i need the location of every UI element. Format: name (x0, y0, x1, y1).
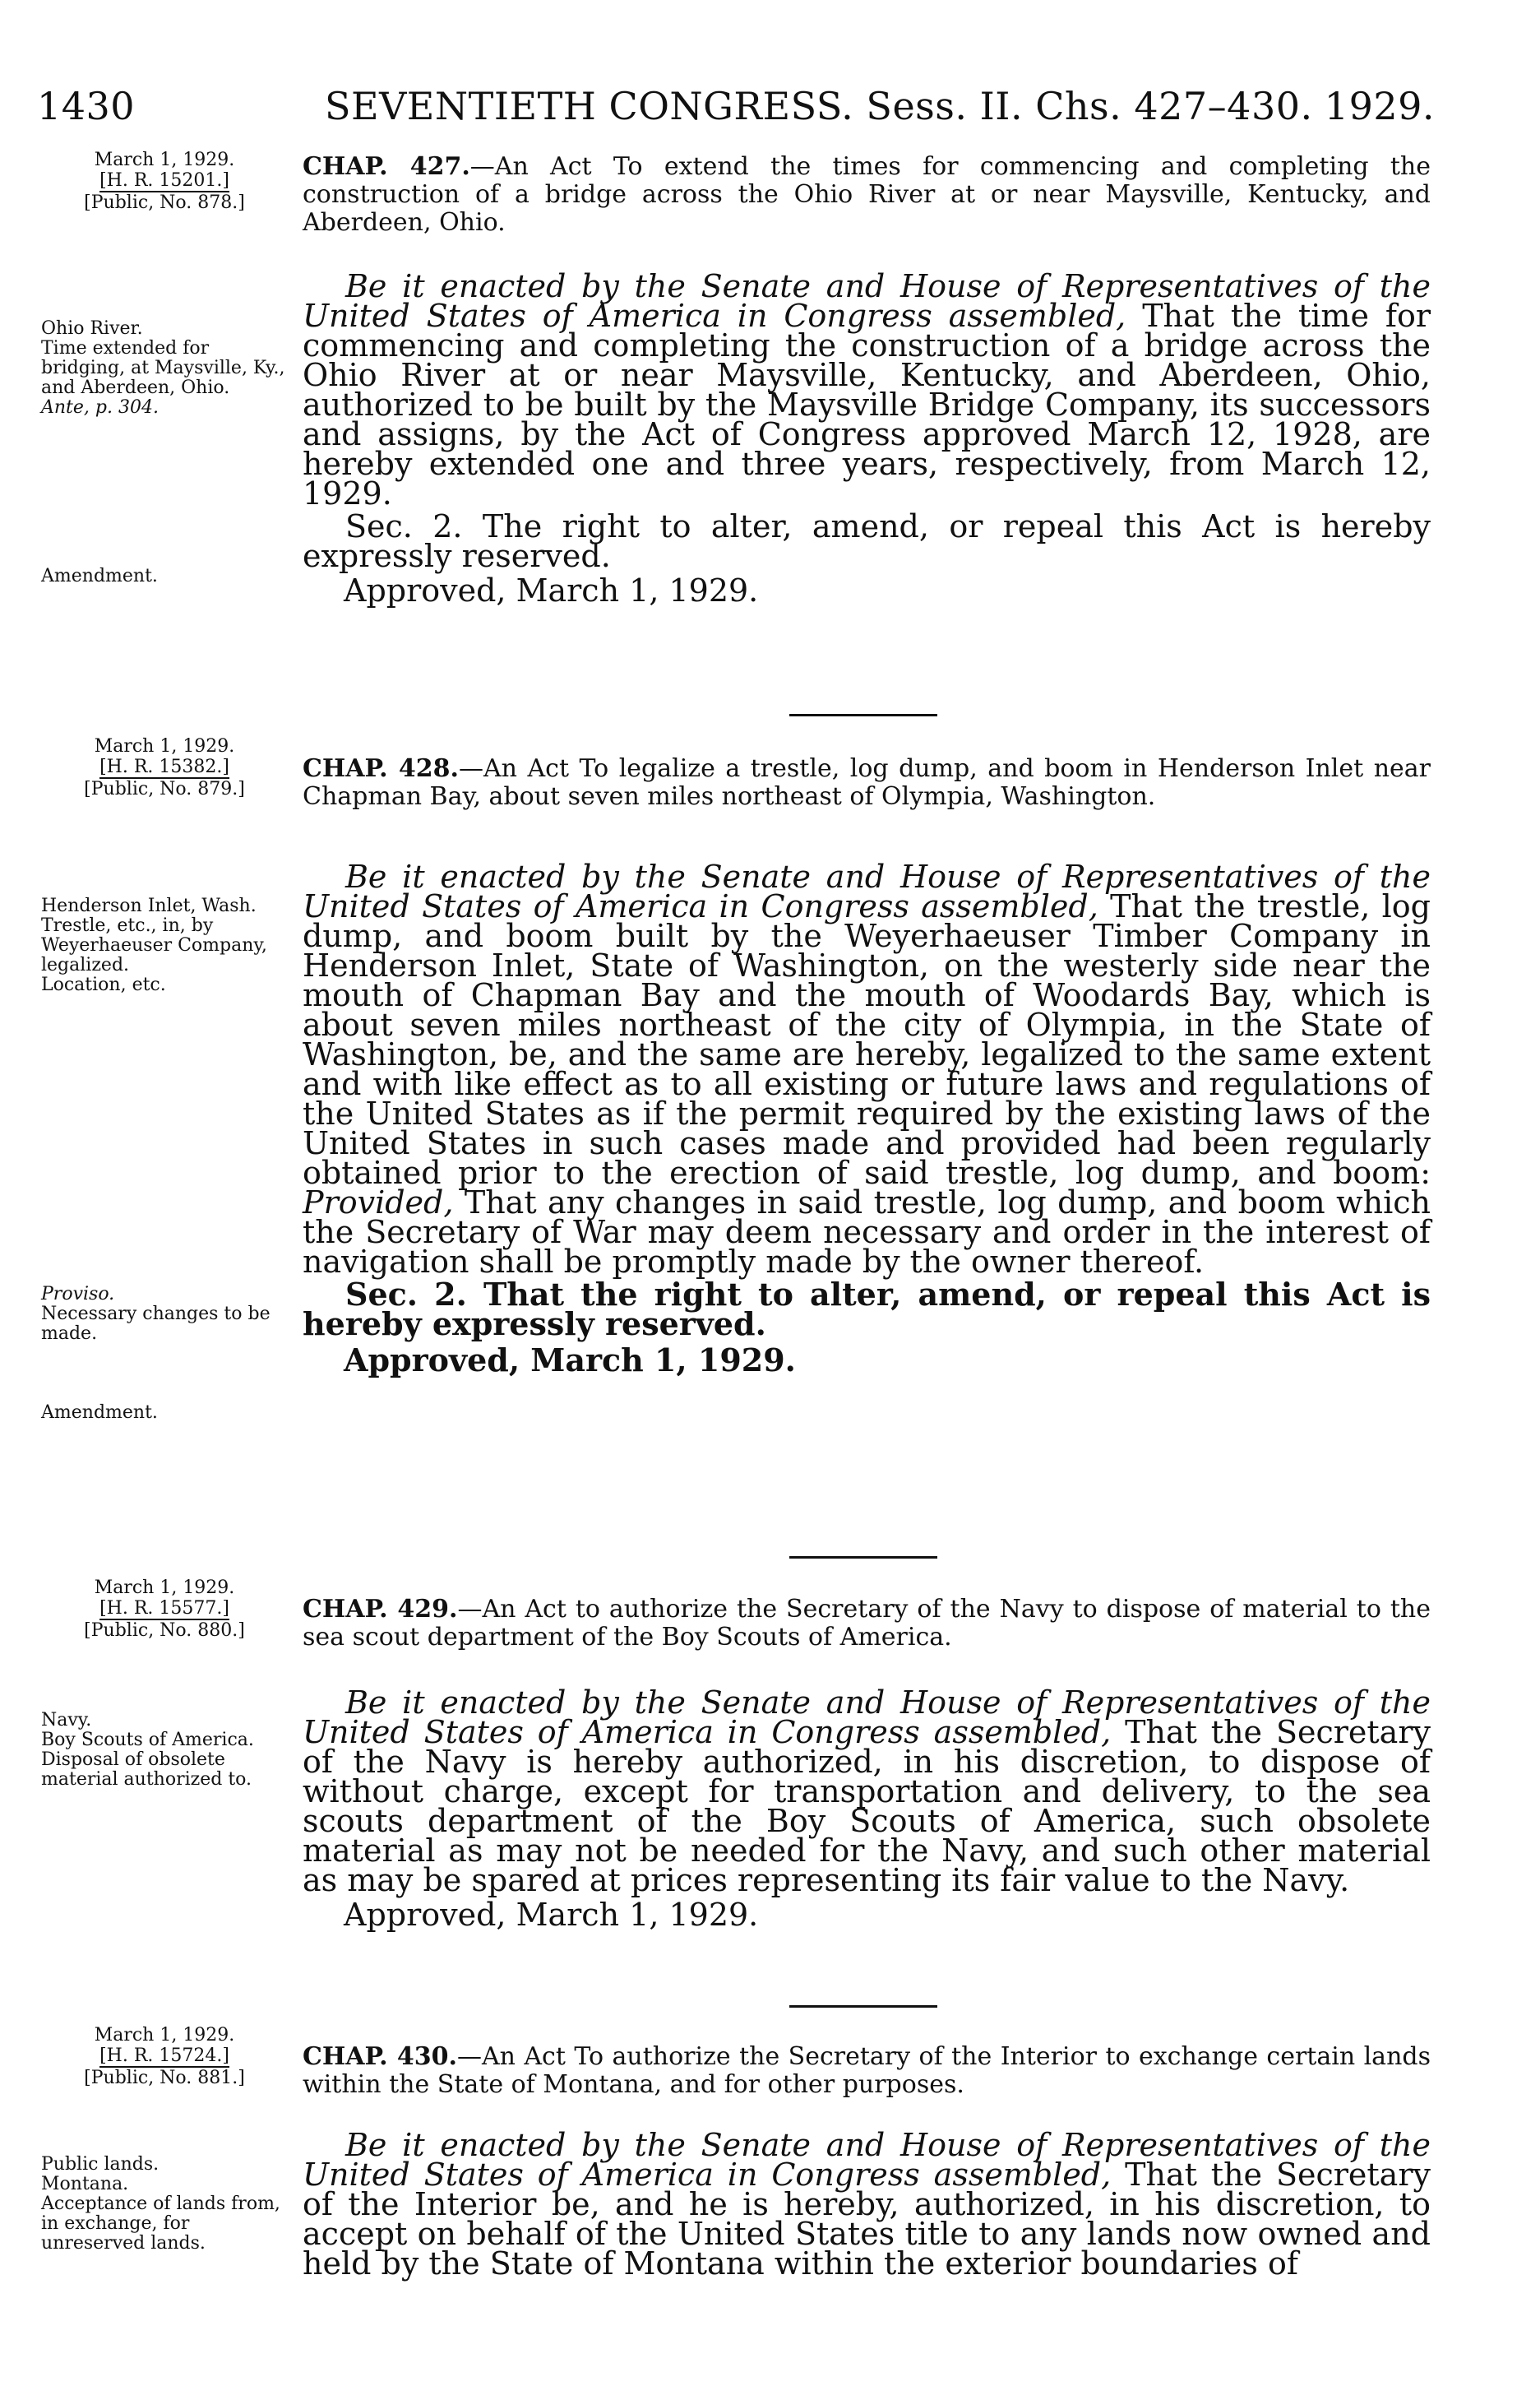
chap-427-title-text: —An Act To extend the times for commencing and completing the construction of a bridge across the Ohio River at or near Maysville, Kentucky, and Aberdeen, Ohio. (303, 152, 1431, 237)
chap-429-public-law: [Public, No. 880.] (84, 1620, 245, 1641)
chap-429-note-disposal: Disposal of obsolete material authorized to. (41, 1749, 252, 1790)
chap-427-bill: [H. R. 15201.] (99, 170, 229, 191)
chap-429-side-notes (41, 1711, 288, 1790)
chap-430-note-acceptance: Acceptance of lands from, in exchange, for unreserved lands. (41, 2194, 280, 2254)
chap-427-note-ohio-river: Ohio River. (41, 318, 143, 339)
chap-428-note-proviso: Proviso. (41, 1284, 115, 1304)
chap-430-body (303, 2127, 1431, 2282)
chap-430-side-notes (41, 2155, 288, 2254)
page-number: 1430 (37, 84, 136, 128)
chap-429-date: March 1, 1929. (94, 1578, 235, 1598)
chapter-divider (789, 1556, 937, 1559)
chap-429-enacting-clause: Be it enacted by the Senate and House of Representatives of the United States of America in Congress assembled, (303, 1684, 1431, 1750)
chap-427-approved: Approved, March 1, 1929. (344, 572, 759, 609)
chap-428-note-location: Location, etc. (41, 975, 166, 995)
chap-430-enacting-paragraph (303, 2127, 1431, 2282)
running-title: SEVENTIETH CONGRESS. Sess. II. Chs. 427–430. (325, 84, 1313, 128)
chap-427-enacting-paragraph (303, 268, 1431, 512)
chap-427-label: CHAP. 427. (303, 152, 470, 181)
chap-428-section-1: That the trestle, log dump, and boom built by the Weyerhaeuser Timber Company in Henderson Inlet, State of Washington, on the westerly side near the mouth of Chapman Bay and the mouth of Woodards Bay, which is about seven miles northeast of the city of Olympia, in the State of Washington, be, and the same are hereby, legalized to the same extent and with like effect as to all existing or future laws and regulations of the United States as if the permit required by the existing laws of the United States in such cases made and provided had been regularly obtained prior to the erection of said trestle, log dump, and boom: (303, 888, 1431, 1191)
chap-430-enacting-clause: Be it enacted by the Senate and House of Representatives of the United States of America in Congress assembled, (303, 2127, 1431, 2193)
chap-427-public-law: [Public, No. 878.] (84, 192, 245, 213)
chap-429-approved: Approved, March 1, 1929. (344, 1897, 759, 1933)
chap-430-note-public-lands: Public lands. (41, 2154, 160, 2175)
chap-427-note-amendment: Amendment. (41, 566, 158, 586)
chap-427-note-time-extended: Time extended for bridging, at Maysville, Ky., and Aberdeen, Ohio. (41, 338, 285, 398)
chap-428-approved: Approved, March 1, 1929. (344, 1341, 796, 1378)
chap-428-margin-citation (41, 736, 288, 799)
chap-430-margin-citation (41, 2025, 288, 2088)
chap-428-title-text: —An Act To legalize a trestle, log dump, and boom in Henderson Inlet near Chapman Bay, about seven miles northeast of Olympia, Washington. (303, 754, 1431, 811)
chap-428-proviso-text: That any changes in said trestle, log dump, and boom which the Secretary of War may deem necessary and order in the interest of navigation shall be promptly made by the owner thereof. (303, 1184, 1431, 1280)
chap-430-bill: [H. R. 15724.] (99, 2045, 229, 2066)
chap-429-title (303, 1596, 1431, 1652)
chap-427-enacting-clause: Be it enacted by the Senate and House of Representatives of the United States of America in Congress assembled, (303, 268, 1431, 334)
chap-430-date: March 1, 1929. (94, 2025, 235, 2045)
chap-429-enacting-paragraph (303, 1684, 1431, 1898)
chap-428-note-amendment: Amendment. (41, 1402, 158, 1423)
chap-427-note-ante: Ante, p. 304. (41, 397, 159, 418)
chap-429-note-boy-scouts: Boy Scouts of America. (41, 1730, 254, 1750)
chap-428-enacting-paragraph (303, 859, 1431, 1280)
chap-428-section-2-text: Sec. 2. That the right to alter, amend, or repeal this Act is hereby expressly reserved. (303, 1276, 1431, 1342)
running-year: 1929. (1324, 84, 1435, 128)
chap-427-section-2-text: Sec. 2. The right to alter, amend, or repeal this Act is hereby expressly reserved. (303, 508, 1431, 574)
chap-429-note-navy: Navy. (41, 1710, 92, 1730)
chap-427-amendment-note (41, 566, 288, 586)
chap-428-public-law: [Public, No. 879.] (84, 779, 245, 799)
chap-429-bill: [H. R. 15577.] (99, 1598, 229, 1619)
chap-427-section-2 (303, 508, 1431, 574)
chap-430-note-montana: Montana. (41, 2174, 129, 2194)
chapter-divider (789, 714, 937, 716)
chap-427-title-block (303, 153, 1431, 237)
chap-427-side-notes (41, 319, 288, 418)
chap-428-label: CHAP. 428. (303, 754, 459, 783)
chap-430-title-text: —An Act To authorize the Secretary of the Interior to exchange certain lands within the State of Montana, and for other purposes. (303, 2042, 1431, 2099)
chap-430-section-1: That the Secretary of the Interior be, and he is hereby, authorized, in his discretion, to accept on behalf of the United States title to any lands now owned and held by the State of Montana within the exterior boundaries of (303, 2157, 1431, 2282)
chap-430-public-law: [Public, No. 881.] (84, 2068, 245, 2088)
chap-428-date: March 1, 1929. (94, 736, 235, 757)
chap-427-margin-citation (41, 150, 288, 213)
chap-427-section-1: That the time for commencing and completing the construction of a bridge across the Ohio River at or near Maysville, Kentucky, and Aberdeen, Ohio, authorized to be built by the Maysville Bridge Company, its successors and assigns, by the Act of Congress approved March 12, 1928, are hereby extended one and three years, respectively, from March 12, 1929. (303, 298, 1431, 512)
chap-427-date: March 1, 1929. (94, 150, 235, 170)
chap-428-proviso-word: Provided, (303, 1184, 454, 1221)
chap-429-section-1: That the Secretary of the Navy is hereby authorized, in his discretion, to dispose of without charge, except for transportation and delivery, to the sea scouts department of the Boy Scouts of America, such obsolete material as may not be needed for the Navy, and such other material as may be spared at prices representing its fair value to the Navy. (303, 1714, 1431, 1898)
chap-428-side-notes (41, 896, 288, 995)
chap-428-section-2 (303, 1276, 1431, 1342)
chap-428-note-trestle: Trestle, etc., in, by Weyerhaeuser Company, legalized. (41, 915, 267, 975)
chap-427-title (303, 153, 1431, 237)
chap-428-body (303, 859, 1431, 1378)
chap-430-title (303, 2043, 1431, 2099)
chap-428-title-block (303, 755, 1431, 811)
chap-429-title-text: —An Act to authorize the Secretary of the Navy to dispose of material to the sea scout department of the Boy Scouts of America. (303, 1595, 1431, 1652)
chap-429-title-block (303, 1596, 1431, 1652)
chap-429-margin-citation (41, 1578, 288, 1641)
chap-428-title (303, 755, 1431, 811)
chap-428-enacting-clause: Be it enacted by the Senate and House of Representatives of the United States of America in Congress assembled, (303, 859, 1431, 924)
chap-428-amendment-note (41, 1402, 288, 1423)
chap-427-body (303, 268, 1431, 609)
chap-428-note-henderson-inlet: Henderson Inlet, Wash. (41, 896, 257, 916)
chapter-divider (789, 2005, 937, 2008)
chap-428-note-changes: Necessary changes to be made. (41, 1304, 271, 1344)
chap-429-body (303, 1684, 1431, 1933)
chap-428-proviso-notes (41, 1285, 288, 1344)
chap-428-bill: [H. R. 15382.] (99, 757, 229, 777)
chap-430-label: CHAP. 430. (303, 2042, 457, 2071)
chap-430-title-block (303, 2043, 1431, 2099)
chap-429-label: CHAP. 429. (303, 1595, 458, 1624)
